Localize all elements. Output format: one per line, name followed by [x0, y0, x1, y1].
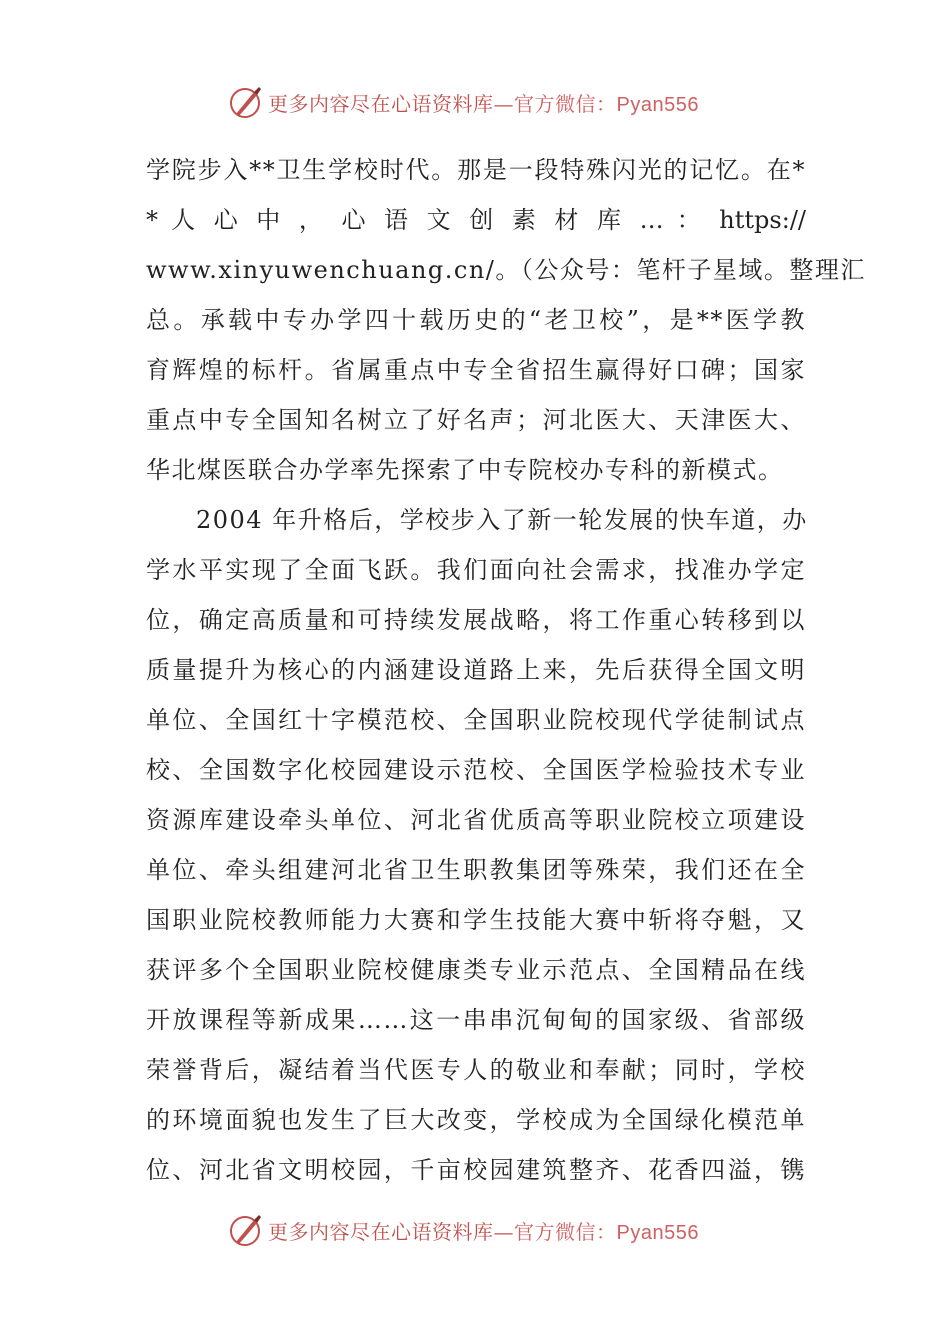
text-line: 校、全国数字化校园建设示范校、全国医学检验技术专业: [146, 756, 806, 784]
text-line: 国职业院校教师能力大赛和学生技能大赛中斩将夺魁，又: [146, 906, 806, 934]
document-body: [146, 145, 866, 1195]
text-line: 学水平实现了全面飞跃。我们面向社会需求，找准办学定: [146, 556, 806, 584]
quill-pen-logo-icon: [228, 1212, 264, 1248]
text-line: 育辉煌的标杆。省属重点中专全省招生赢得好口碑；国家: [146, 356, 806, 384]
text-line: 获评多个全国职业院校健康类专业示范点、全国精品在线: [146, 956, 806, 984]
banner-text: 更多内容尽在心语资料库—官方微信：Pyan556: [268, 91, 699, 116]
text-line: 学院步入**卫生学校时代。那是一段特殊闪光的记忆。在*: [146, 156, 806, 184]
text-line: 2004 年升格后，学校步入了新一轮发展的快车道，办: [196, 506, 808, 534]
text-line: www.xinyuwenchuang.cn/。（公众号：笔杆子星域。整理汇: [146, 256, 866, 284]
banner-text: 更多内容尽在心语资料库—官方微信：Pyan556: [268, 1219, 699, 1244]
text-line: 位、河北省文明校园，千亩校园建筑整齐、花香四溢，镌: [146, 1156, 806, 1184]
wechat-id: 官方微信：Pyan556: [514, 1221, 699, 1244]
text-line: 单位、全国红十字模范校、全国职业院校现代学徒制试点: [146, 706, 806, 734]
text-line: 荣誉背后，凝结着当代医专人的敬业和奉献；同时，学校: [146, 1056, 806, 1084]
text-line: * 人 心 中 ， 心 语 文 创 素 材 库 … ： https://: [146, 206, 806, 234]
text-line: 重点中专全国知名树立了好名声；河北医大、天津医大、: [146, 406, 806, 434]
wechat-id: 官方微信：Pyan556: [514, 93, 699, 116]
text-line: 资源库建设牵头单位、河北省优质高等职业院校立项建设: [146, 806, 806, 834]
footer-watermark-banner: [228, 1210, 699, 1250]
text-line: 总。承载中专办学四十载历史的“老卫校”，是**医学教: [146, 306, 806, 334]
text-line: 位，确定高质量和可持续发展战略，将工作重心转移到以: [146, 606, 806, 634]
quill-pen-logo-icon: [228, 84, 264, 120]
text-line: 开放课程等新成果……这一串串沉甸甸的国家级、省部级: [146, 1006, 806, 1034]
text-line: 的环境面貌也发生了巨大改变，学校成为全国绿化模范单: [146, 1106, 806, 1134]
text-line: 单位、牵头组建河北省卫生职教集团等殊荣，我们还在全: [146, 856, 806, 884]
header-watermark-banner: [228, 82, 699, 122]
text-line: 质量提升为核心的内涵建设道路上来，先后获得全国文明: [146, 656, 806, 684]
text-line: 华北煤医联合办学率先探索了中专院校办专科的新模式。: [146, 456, 784, 484]
